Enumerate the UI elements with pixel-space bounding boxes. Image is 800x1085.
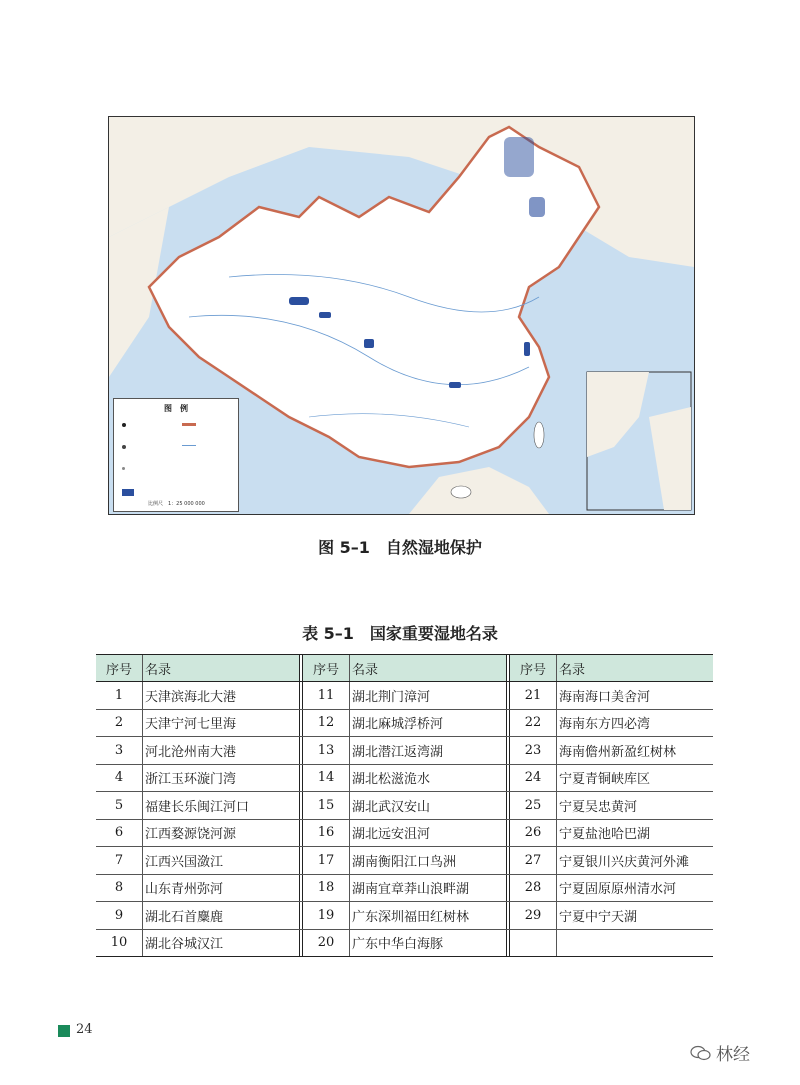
table-row: [96, 902, 713, 930]
wetland-name: 湖南宜章莽山浪畔湖: [350, 874, 507, 902]
row-number: 14: [303, 764, 350, 792]
watermark: [690, 1040, 750, 1065]
wetland-name: 宁夏固原原州清水河: [557, 874, 714, 902]
header-name: 名录: [143, 655, 300, 682]
wetland-name: 湖北武汉安山: [350, 792, 507, 820]
row-number: 6: [96, 819, 143, 847]
map-legend: [113, 398, 239, 512]
wetland-name: 山东青州弥河: [143, 874, 300, 902]
capital-symbol-icon: [122, 423, 126, 427]
figure-caption: 图 5–1 自然湿地保护: [318, 538, 482, 557]
wetland-name: 宁夏中宁天湖: [557, 902, 714, 930]
row-number: 11: [303, 682, 350, 710]
wetland-name: [557, 929, 714, 957]
row-number: 27: [510, 847, 557, 875]
wetland-name: 天津宁河七里海: [143, 709, 300, 737]
table-row: [96, 847, 713, 875]
row-number: 23: [510, 737, 557, 765]
row-number: 7: [96, 847, 143, 875]
table-row: [96, 682, 713, 710]
wetland-name: 天津滨海北大港: [143, 682, 300, 710]
wetland-name: 宁夏青铜峡库区: [557, 764, 714, 792]
watermark-text: 林经: [716, 1045, 750, 1065]
row-number: [510, 929, 557, 957]
wetland-name: 湖北麻城浮桥河: [350, 709, 507, 737]
wetland-name: 河北沧州南大港: [143, 737, 300, 765]
wetland-name: 湖南衡阳江口鸟洲: [350, 847, 507, 875]
table-body: [96, 682, 713, 957]
wetland-name: 宁夏银川兴庆黄河外滩: [557, 847, 714, 875]
row-number: 10: [96, 929, 143, 957]
row-number: 8: [96, 874, 143, 902]
wetland-name: 湖北远安沮河: [350, 819, 507, 847]
row-number: 4: [96, 764, 143, 792]
row-number: 5: [96, 792, 143, 820]
table-title: 表 5–1 国家重要湿地名录: [302, 624, 498, 643]
wetland-map: [108, 116, 695, 515]
legend-row-river: [182, 445, 196, 446]
wetland-swatch-icon: [122, 489, 134, 496]
row-number: 12: [303, 709, 350, 737]
table-row: [96, 792, 713, 820]
wetland-name: 广东中华白海豚: [350, 929, 507, 957]
legend-scale: 比例尺 1：25 000 000: [148, 501, 205, 507]
border-line-icon: [182, 423, 196, 426]
row-number: 1: [96, 682, 143, 710]
table-header-row: [96, 655, 713, 682]
table-row: [96, 709, 713, 737]
wetland-name: 湖北潜江返湾湖: [350, 737, 507, 765]
table-row: [96, 929, 713, 957]
row-number: 16: [303, 819, 350, 847]
row-number: 17: [303, 847, 350, 875]
legend-row-capital: [122, 423, 126, 427]
city-symbol-icon: [122, 445, 126, 449]
row-number: 25: [510, 792, 557, 820]
row-number: 29: [510, 902, 557, 930]
header-name: 名录: [350, 655, 507, 682]
wetland-list-table: [96, 654, 713, 957]
row-number: 26: [510, 819, 557, 847]
wetland-name: 江西婺源饶河源: [143, 819, 300, 847]
legend-row-provincial-capital: [122, 445, 126, 449]
header-name: 名录: [557, 655, 714, 682]
row-number: 2: [96, 709, 143, 737]
header-number: 序号: [510, 655, 557, 682]
header-number: 序号: [96, 655, 143, 682]
wetland-name: 湖北荆门漳河: [350, 682, 507, 710]
row-number: 19: [303, 902, 350, 930]
wetland-name: 海南海口美舍河: [557, 682, 714, 710]
table-row: [96, 764, 713, 792]
wetland-name: 浙江玉环漩门湾: [143, 764, 300, 792]
row-number: 3: [96, 737, 143, 765]
town-symbol-icon: [122, 467, 125, 470]
row-number: 13: [303, 737, 350, 765]
wechat-icon: [690, 1045, 712, 1061]
row-number: 24: [510, 764, 557, 792]
river-line-icon: [182, 445, 196, 446]
row-number: 9: [96, 902, 143, 930]
row-number: 20: [303, 929, 350, 957]
legend-row-wetland: [122, 489, 134, 496]
table-row: [96, 819, 713, 847]
legend-row-border: [182, 423, 196, 426]
row-number: 21: [510, 682, 557, 710]
row-number: 15: [303, 792, 350, 820]
header-number: 序号: [303, 655, 350, 682]
wetland-name: 海南东方四必湾: [557, 709, 714, 737]
wetland-name: 湖北谷城汉江: [143, 929, 300, 957]
wetland-name: 海南儋州新盈红树林: [557, 737, 714, 765]
wetland-name: 福建长乐闽江河口: [143, 792, 300, 820]
legend-row-admin-center: [122, 467, 125, 470]
wetland-name: 江西兴国潋江: [143, 847, 300, 875]
wetland-name: 湖北石首麋鹿: [143, 902, 300, 930]
wetland-name: 宁夏吴忠黄河: [557, 792, 714, 820]
wetland-name: 宁夏盐池哈巴湖: [557, 819, 714, 847]
wetland-name: 湖北松滋洈水: [350, 764, 507, 792]
table-row: [96, 874, 713, 902]
row-number: 28: [510, 874, 557, 902]
row-number: 22: [510, 709, 557, 737]
row-number: 18: [303, 874, 350, 902]
wetland-name: 广东深圳福田红树林: [350, 902, 507, 930]
legend-title: 图 例: [164, 404, 188, 413]
table-row: [96, 737, 713, 765]
page-marker: [58, 1025, 70, 1037]
page-number: 24: [76, 1022, 93, 1037]
